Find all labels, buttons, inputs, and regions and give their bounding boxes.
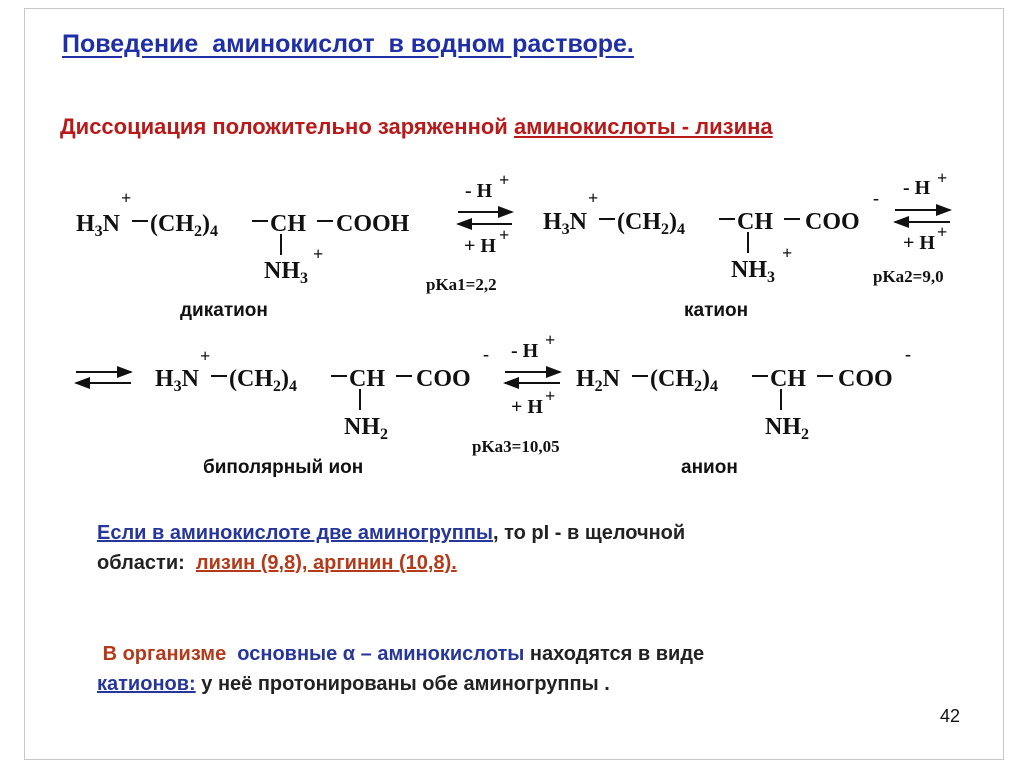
pka1-label: pKa1=2,2 — [426, 275, 497, 294]
minus-h-label: - H — [465, 180, 493, 202]
methylene-chain: $(CH_2)_4$ — [617, 209, 685, 238]
label-bipolar-ion: биполярный ион — [203, 457, 364, 478]
para2-basic-amino-acids: основные α – аминокислоты — [226, 643, 525, 665]
slide-title: Поведение аминокислот в водном растворе. — [62, 30, 634, 58]
pka3-label: pKa3=10,05 — [472, 437, 560, 456]
para2-text: находятся в виде — [524, 643, 705, 665]
alpha-carbon: CH — [770, 366, 806, 392]
plus-charge: + — [937, 222, 948, 242]
minus-charge: - — [905, 344, 911, 364]
amino-group: $NH_2$ — [344, 414, 388, 443]
plus-charge: + — [313, 244, 324, 264]
minus-charge: - — [873, 188, 879, 208]
alpha-carbon: CH — [270, 211, 306, 237]
paragraph-organism — [97, 639, 897, 699]
plus-charge: + — [499, 170, 510, 190]
alpha-carbon: CH — [737, 209, 773, 235]
pka2-label: pKa2=9,0 — [873, 267, 944, 286]
plus-charge: + — [937, 168, 948, 188]
para1-phrase-two-amino-groups: Если в аминокислоте две аминогруппы — [97, 522, 494, 544]
plus-charge: + — [545, 386, 556, 406]
amino-group: $NH_2$ — [765, 414, 809, 443]
para1-text-region: области: — [97, 552, 196, 574]
plus-h-label: + H — [511, 396, 543, 418]
minus-h-label: - H — [511, 340, 539, 362]
plus-charge: + — [782, 243, 793, 263]
ammonium-group: $NH_3$ — [731, 257, 775, 286]
plus-charge: + — [499, 225, 510, 245]
h2n-group: $H_2N$ — [576, 366, 621, 395]
methylene-chain: $(CH_2)_4$ — [229, 366, 297, 395]
label-anion: анион — [681, 457, 738, 478]
minus-charge: - — [483, 344, 489, 364]
plus-h-label: + H — [464, 235, 496, 257]
subtitle-part1: Диссоциация положительно заряженной — [60, 114, 514, 139]
methylene-chain: $(CH_2)_4$ — [650, 366, 718, 395]
h3n-group: $H_3N$ — [155, 366, 200, 395]
ammonium-group: $NH_3$ — [264, 258, 308, 287]
subtitle-part2: аминокислоты - лизина — [513, 114, 773, 139]
label-dication: дикатион — [180, 300, 268, 321]
plus-h-label: + H — [903, 232, 935, 254]
carboxylate-group: COO — [416, 366, 471, 392]
carboxylate-group: COO — [838, 366, 893, 392]
alpha-carbon: CH — [349, 366, 385, 392]
carboxyl-group: COOH — [336, 211, 410, 237]
methylene-chain: $(CH_2)_4$ — [150, 211, 218, 240]
para2-tail: у неё протонированы обе аминогруппы . — [195, 673, 610, 695]
plus-charge: + — [545, 330, 556, 350]
para1-text: , то pI - в щелочной — [493, 522, 686, 544]
para2-in-organism: В организме — [102, 643, 227, 665]
para1-examples: лизин (9,8), аргинин (10,8). — [195, 552, 457, 574]
plus-charge: + — [200, 346, 211, 366]
carboxylate-group: COO — [805, 209, 860, 235]
plus-charge: + — [588, 188, 599, 208]
paragraph-pi — [97, 518, 897, 578]
page-number: 42 — [940, 706, 961, 726]
para2-cations: катионов: — [97, 673, 196, 695]
h3n-group: $H_3N$ — [543, 209, 588, 238]
label-cation: катион — [684, 300, 749, 321]
plus-charge: + — [121, 188, 132, 208]
h3n-group: $H_3N$ — [76, 211, 121, 240]
minus-h-label: - H — [903, 177, 931, 199]
